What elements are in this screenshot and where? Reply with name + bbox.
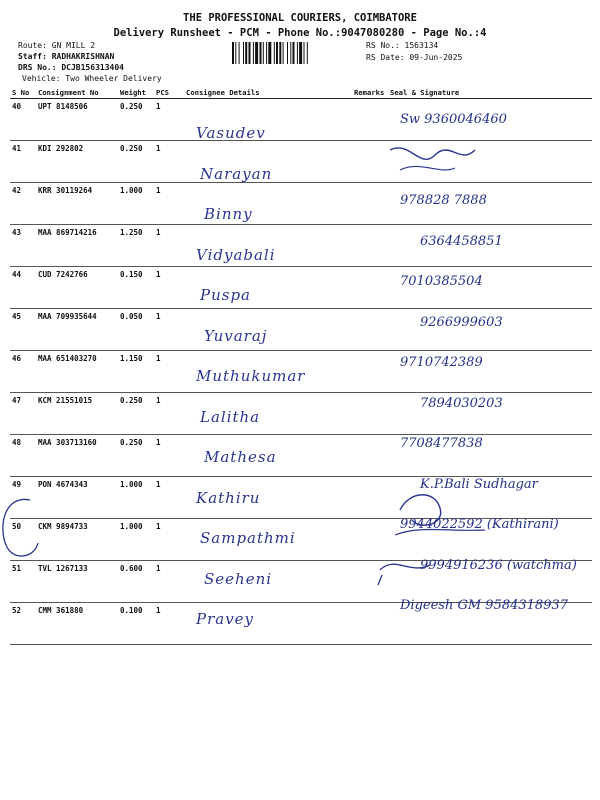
handwritten-consignee-name: Pravey <box>196 610 255 628</box>
handwritten-consignee-name: Kathiru <box>196 488 261 507</box>
col-pcs: PCS <box>154 86 184 99</box>
handwritten-consignee-name: Seeheni <box>204 569 273 588</box>
row-consignment-no: MAA 709935644 <box>36 309 118 351</box>
row-consignment-no: KDI 292802 <box>36 141 118 183</box>
rs-number: RS No.: 1563134 <box>366 41 439 50</box>
table-row <box>10 225 592 267</box>
col-sno: S No <box>10 86 36 99</box>
row-weight: 0.250 <box>118 435 154 477</box>
barcode <box>232 42 360 64</box>
handwritten-signature: 9994916236 (watchma) <box>420 557 577 573</box>
row-weight: 0.100 <box>118 603 154 645</box>
col-consignment: Consignment No <box>36 86 118 99</box>
table-row <box>10 141 592 183</box>
row-consignment-no: PON 4674343 <box>36 477 118 519</box>
table-row <box>10 183 592 225</box>
row-weight: 0.250 <box>118 141 154 183</box>
row-weight: 1.150 <box>118 351 154 393</box>
col-consignee: Consignee Details <box>184 86 352 99</box>
row-sno: 46 <box>10 351 36 393</box>
row-weight: 0.600 <box>118 561 154 603</box>
row-remarks <box>352 267 388 309</box>
handwritten-consignee-name: Yuvaraj <box>204 326 268 345</box>
handwritten-consignee-name: Vasudev <box>196 124 266 142</box>
handwritten-consignee-name: Binny <box>204 205 253 223</box>
handwritten-consignee-name: Narayan <box>200 164 273 183</box>
row-pcs: 1 <box>154 99 184 141</box>
circle-mark <box>0 495 40 565</box>
table-row <box>10 393 592 435</box>
row-remarks <box>352 225 388 267</box>
table-row <box>10 267 592 309</box>
row-consignment-no: CKM 9894733 <box>36 519 118 561</box>
route-label: Route: GN MILL 2 <box>18 41 96 50</box>
drs-label: DRS No.: DCJB156313404 <box>18 63 124 72</box>
handwritten-consignee-name: Puspa <box>200 286 251 304</box>
row-sno: 43 <box>10 225 36 267</box>
row-consignment-no: KCM 21551015 <box>36 393 118 435</box>
row-pcs: 1 <box>154 603 184 645</box>
rs-date: RS Date: 09-Jun-2025 <box>366 53 463 62</box>
col-weight: Weight <box>118 86 154 99</box>
row-pcs: 1 <box>154 351 184 393</box>
row-consignment-no: CMM 361880 <box>36 603 118 645</box>
company-title: THE PROFESSIONAL COURIERS, COIMBATORE <box>183 12 417 24</box>
col-signature: Seal & Signature <box>388 86 592 99</box>
row-pcs: 1 <box>154 267 184 309</box>
row-remarks <box>352 183 388 225</box>
row-pcs: 1 <box>154 309 184 351</box>
row-remarks <box>352 309 388 351</box>
row-pcs: 1 <box>154 393 184 435</box>
row-pcs: 1 <box>154 141 184 183</box>
row-weight: 1.000 <box>118 183 154 225</box>
handwritten-signature: K.P.Bali Sudhagar <box>420 476 538 492</box>
row-sno: 47 <box>10 393 36 435</box>
row-pcs: 1 <box>154 477 184 519</box>
handwritten-signature: 9944022592 (Kathirani) <box>400 517 559 532</box>
row-consignment-no: CUD 7242766 <box>36 267 118 309</box>
row-consignment-no: TVL 1267133 <box>36 561 118 603</box>
row-sno: 48 <box>10 435 36 477</box>
row-remarks <box>352 477 388 519</box>
row-weight: 1.000 <box>118 519 154 561</box>
row-weight: 1.250 <box>118 225 154 267</box>
row-remarks <box>352 351 388 393</box>
handwritten-consignee-name: Mathesa <box>204 448 277 466</box>
handwritten-consignee-name: Vidyabali <box>196 245 276 264</box>
vehicle-label: Vehicle: Two Wheeler Delivery <box>22 74 162 83</box>
row-weight: 0.250 <box>118 99 154 141</box>
row-weight: 0.150 <box>118 267 154 309</box>
table-row <box>10 435 592 477</box>
row-consignment-no: MAA 651403270 <box>36 351 118 393</box>
table-header-row <box>10 86 592 99</box>
sheet-title: Delivery Runsheet - PCM - Phone No.:9047080280 - Page No.:4 <box>113 27 487 39</box>
row-remarks <box>352 603 388 645</box>
row-consignment-no: UPT 8148506 <box>36 99 118 141</box>
handwritten-signature: 7708477838 <box>400 436 483 451</box>
handwritten-consignee-name: Muthukumar <box>196 367 306 385</box>
row-pcs: 1 <box>154 561 184 603</box>
row-pcs: 1 <box>154 519 184 561</box>
row-sno: 40 <box>10 99 36 141</box>
row-sno: 42 <box>10 183 36 225</box>
row-sno: 45 <box>10 309 36 351</box>
handwritten-signature: 7894030203 <box>420 395 503 411</box>
row-pcs: 1 <box>154 225 184 267</box>
row-sno: 52 <box>10 603 36 645</box>
row-weight: 0.250 <box>118 393 154 435</box>
row-remarks <box>352 393 388 435</box>
row-weight: 0.050 <box>118 309 154 351</box>
row-consignment-no: MAA 869714216 <box>36 225 118 267</box>
row-remarks <box>352 435 388 477</box>
row-sno: 50 <box>10 519 36 561</box>
col-remarks: Remarks <box>352 86 388 99</box>
row-pcs: 1 <box>154 435 184 477</box>
handwritten-signature: 6364458851 <box>420 233 503 249</box>
handwritten-signature: 978828 7888 <box>400 193 487 208</box>
handwritten-signature: 7010385504 <box>400 274 483 289</box>
row-weight: 1.000 <box>118 477 154 519</box>
row-sno: 44 <box>10 267 36 309</box>
row-pcs: 1 <box>154 183 184 225</box>
handwritten-signature: Digeesh GM 9584318937 <box>400 598 569 613</box>
handwritten-consignee-name: Lalitha <box>200 407 261 426</box>
handwritten-signature: Sw 9360046460 <box>400 112 507 127</box>
handwritten-consignee-name: Sampathmi <box>200 529 296 547</box>
row-sno: 41 <box>10 141 36 183</box>
handwritten-signature: 9266999603 <box>420 314 503 330</box>
table-row <box>10 309 592 351</box>
row-consignment-no: KRR 30119264 <box>36 183 118 225</box>
handwritten-signature: 9710742389 <box>400 355 483 370</box>
row-sno: 49 <box>10 477 36 519</box>
row-sno: 51 <box>10 561 36 603</box>
row-consignment-no: MAA 303713160 <box>36 435 118 477</box>
staff-label: Staff: RADHAKRISHNAN <box>18 52 115 61</box>
